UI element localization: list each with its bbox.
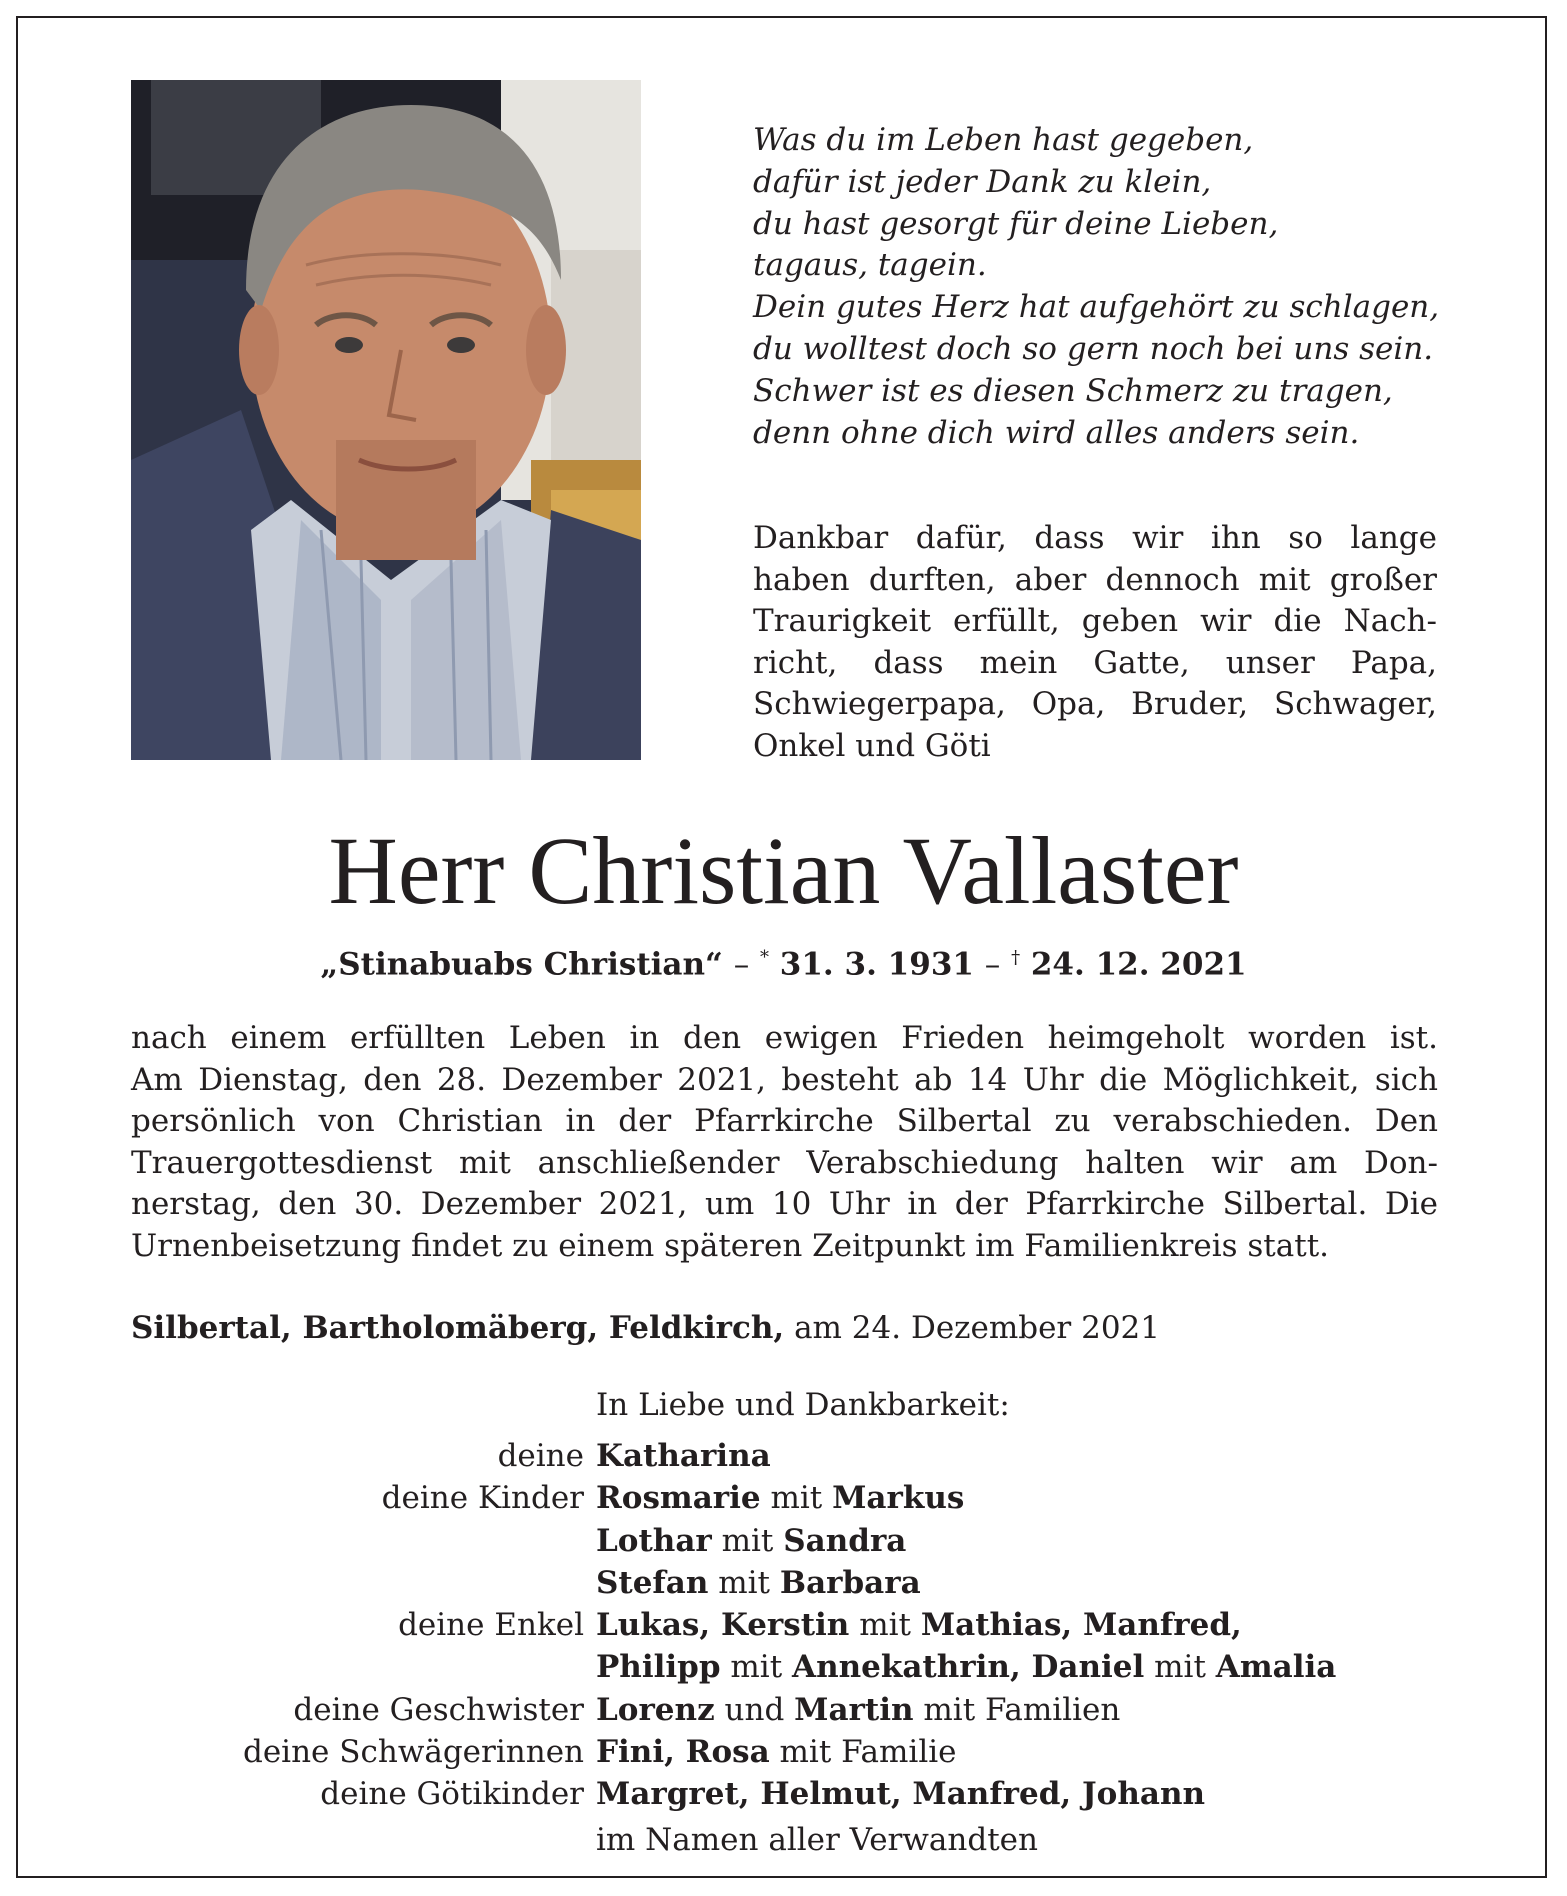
connector-text: mit [760,1480,833,1517]
family-row [0,1562,1567,1604]
connector-text: und [714,1691,795,1728]
family-names [596,1731,957,1773]
connector-text: mit Familien [913,1691,1121,1728]
connector-text: mit Familie [769,1734,957,1771]
family-member-name: Martin [794,1691,914,1728]
family-row [0,1520,1567,1562]
family-member-name: Lothar [596,1522,712,1559]
thanks-heading: In Liebe und Dankbarkeit: [596,1387,1010,1423]
dash: – [984,946,1001,983]
family-names [596,1604,1242,1646]
birth-date: 31. 3. 1931 [779,946,974,983]
intro-line: Schwiegerpapa, Opa, Bruder, Schwager, [753,686,1437,722]
body-line: Am Dienstag, den 28. Dezember 2021, besteht ab 14 Uhr die Möglichkeit, sich [131,1061,1438,1098]
poem-line: dafür ist jeder Dank zu klein, [753,163,1212,200]
family-row [0,1646,1567,1688]
poem-line: Was du im Leben hast gegeben, [753,122,1254,158]
memorial-poem [753,120,1453,454]
poem-line: Dein gutes Herz hat aufgehört zu schlagen, [753,289,1440,326]
connector-text: mit [1144,1649,1216,1686]
portrait-photo [131,80,641,760]
relation-label: deine Kinder [381,1480,584,1517]
family-member-name: Annekathrin, Daniel [792,1649,1145,1686]
nickname-dates-line [0,936,1567,986]
poem-line: du hast gesorgt für deine Lieben, [753,205,1279,242]
place-names: Silbertal, Bartholomäberg, Feldkirch, [131,1310,785,1346]
family-list [0,1435,1567,1816]
relation-label: deine Götikinder [320,1776,584,1813]
family-names [596,1477,964,1519]
family-member-name: Lukas, Kerstin [596,1607,850,1644]
family-member-name: Lorenz [596,1691,715,1728]
nickname: „Stinabuabs Christian“ [320,946,723,983]
relation-label: deine Schwägerinnen [242,1734,584,1771]
family-names [596,1689,1120,1731]
family-row [0,1604,1567,1646]
family-member-name: Mathias, Manfred, [920,1607,1242,1644]
place-date-line [131,1306,1160,1350]
body-line: Trauergottesdienst mit anschließender Verabschiedung halten wir am Don- [131,1144,1438,1181]
connector-text: mit [720,1649,793,1686]
announcement-paragraph [131,1018,1438,1267]
intro-line: haben durften, aber dennoch mit großer [753,561,1437,598]
intro-paragraph [753,518,1437,767]
family-row [0,1773,1567,1815]
family-member-name: Stefan [596,1564,709,1601]
family-row [0,1689,1567,1731]
family-member-name: Philipp [596,1649,721,1686]
family-member-name: Sandra [783,1522,907,1559]
intro-line: Traurigkeit erfüllt, geben wir die Nach- [753,603,1437,639]
poem-line: Schwer ist es diesen Schmerz zu tragen, [753,372,1393,409]
birth-symbol: * [760,947,769,968]
deceased-name: Herr Christian Vallaster [328,817,1239,924]
poem-line: tagaus, tagein. [753,247,987,284]
relation-label: deine Enkel [398,1607,584,1644]
family-names [596,1435,771,1477]
family-member-name: Katharina [596,1438,771,1474]
family-names [596,1646,1336,1688]
family-member-name: Markus [832,1480,965,1517]
date-line: am 24. Dezember 2021 [794,1310,1160,1346]
connector-text: mit [711,1522,784,1559]
family-row [0,1477,1567,1519]
body-line: nerstag, den 30. Dezember 2021, um 10 Uhr in der Pfarrkirche Silbertal. Die [131,1186,1438,1222]
poem-line: du wolltest doch so gern noch bei uns sein. [753,330,1434,367]
relation-label: deine Geschwister [293,1691,584,1728]
body-line: persönlich von Christian in der Pfarrkirche Silbertal zu verabschieden. Den [131,1103,1438,1139]
family-names [596,1773,1205,1815]
closing-line: im Namen aller Verwandten [596,1822,1038,1858]
intro-line: Onkel und Göti [753,727,991,764]
poem-line: denn ohne dich wird alles anders sein. [753,414,1360,451]
connector-text: mit [708,1564,780,1601]
family-row [0,1435,1567,1477]
connector-text: mit [849,1607,921,1644]
death-date: 24. 12. 2021 [1030,946,1247,983]
family-row [0,1731,1567,1773]
family-member-name: Barbara [779,1564,921,1601]
body-line: nach einem erfüllten Leben in den ewigen Frieden heimgeholt worden ist. [131,1020,1438,1056]
death-symbol: † [1011,947,1021,968]
family-names [596,1520,906,1562]
body-line: Urnenbeisetzung findet zu einem späteren Zeitpunkt im Familienkreis statt. [131,1227,1330,1264]
family-member-name: Margret, Helmut, Manfred, Johann [596,1776,1206,1813]
intro-line: Dankbar dafür, dass wir ihn so lange [753,520,1437,556]
dash: – [733,946,750,983]
family-names [596,1562,921,1604]
intro-line: richt, dass mein Gatte, unser Papa, [753,644,1437,681]
family-member-name: Fini, Rosa [596,1734,770,1771]
family-member-name: Amalia [1215,1649,1337,1686]
family-member-name: Rosmarie [596,1480,761,1517]
relation-label: deine [497,1438,584,1474]
